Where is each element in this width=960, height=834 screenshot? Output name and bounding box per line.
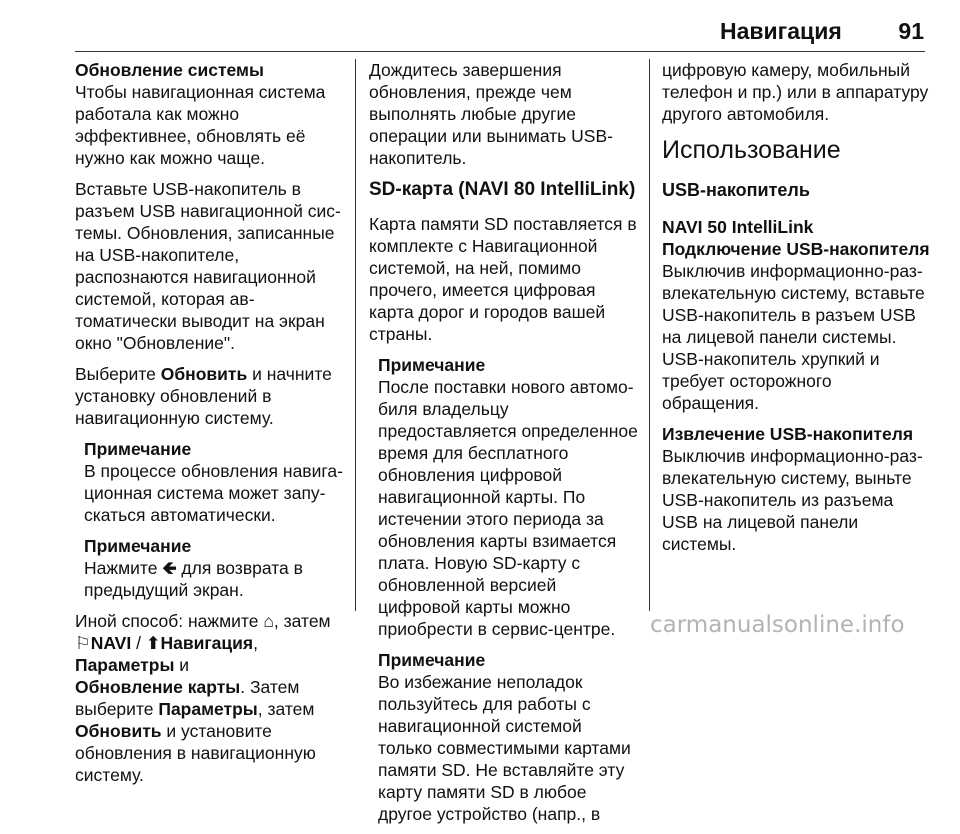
note-title: Примечание	[378, 355, 486, 375]
watermark: carmanualsonline.info	[650, 612, 905, 638]
column-1	[75, 59, 347, 795]
update-label: Обновить	[160, 364, 248, 384]
subheading-remove-usb: Извлечение USB-накопителя	[662, 424, 914, 444]
section-heading-sd-card: SD-карта (NAVI 80 IntelliLink)	[369, 179, 636, 200]
section-heading-system-update: Обновление системы	[75, 60, 264, 80]
note	[75, 438, 347, 526]
flag-icon: ⚐	[75, 633, 91, 653]
subheading-connect-usb: Подключение USB-накопителя	[662, 239, 930, 259]
back-arrow-icon: 🡸	[162, 558, 177, 578]
column-2	[369, 59, 639, 834]
section-heading-usage: Использование	[662, 136, 841, 164]
page-header	[720, 18, 924, 52]
column-divider-2	[649, 59, 650, 611]
page-number: 91	[898, 18, 924, 44]
paragraph: Выключив информационно-развлекательную систему, выньте USB-накопитель из разъема USB на лицевой панели системы.	[662, 446, 923, 554]
paragraph: Выберите Обновить и начните установку обновлений в навигационную систему.	[75, 364, 332, 428]
section-heading-usb: USB-накопитель	[662, 180, 810, 200]
paragraph: Дождитесь завершения обновления, прежде чем выполнять любые другие операции или вынимать USB-накопитель.	[369, 60, 613, 168]
subheading-navi50: NAVI 50 IntelliLink	[662, 217, 814, 237]
paragraph: Иной способ: нажмите ⌂, затем ⚐NAVI / ⬆Навигация, Параметры и Обновление карты. Затем выберите Параметры, затем Обновить и установите обновления в навигационную систему.	[75, 611, 331, 785]
paragraph: цифровую камеру, мобильный телефон и пр.) или в аппаратуру другого автомобиля.	[662, 60, 929, 124]
note-title: Примечание	[84, 536, 192, 556]
paragraph: Чтобы навигационная система работала как можно эффективнее, обновлять её нужно как можно чаще.	[75, 82, 326, 168]
note-text: Во избежание неполадок пользуйтесь для работы с навигационной системой только совместимыми картами памяти SD. Не вставляйте эту карту памяти SD в любое другое устройство (напр., в	[378, 672, 631, 824]
note	[369, 354, 639, 640]
column-3	[662, 59, 932, 564]
column-divider-1	[355, 59, 356, 611]
page-title: Навигация	[720, 18, 842, 44]
note-title: Примечание	[378, 650, 486, 670]
note: Примечание Нажмите 🡸 для возврата в предыдущий экран.	[75, 535, 347, 601]
note-title: Примечание	[84, 439, 192, 459]
header-divider	[75, 51, 925, 52]
arrow-up-icon: ⬆	[145, 633, 161, 653]
note-text: В процессе обновления навигационная система может запускаться автоматически.	[84, 461, 343, 525]
note-text: После поставки нового автомобиля владельцу предоставляется определенное время для бесплатного обновления цифровой навигационной карты. По истечении этого периода за обновления карты взимается плата. Новую SD-карту с обновленной версией цифровой карты можно приобрести в сервис-центре.	[378, 377, 638, 639]
paragraph: Карта памяти SD поставляется в комплекте с Навигационной системой, на ней, помимо прочего, имеется цифровая карта дорог и городов вашей страны.	[369, 214, 637, 344]
paragraph: Выключив информационно-развлекательную систему, вставьте USB-накопитель в разъем USB на лицевой панели системы. USB-накопитель хрупкий и требует осторожного обращения.	[662, 261, 925, 413]
home-icon: ⌂	[263, 611, 274, 631]
note	[369, 649, 639, 825]
paragraph: Вставьте USB-накопитель в разъем USB навигационной системы. Обновления, записанные на USB-накопителе, распознаются навигационной системой, которая автоматически выводит на экран окно "Обновление".	[75, 179, 341, 353]
